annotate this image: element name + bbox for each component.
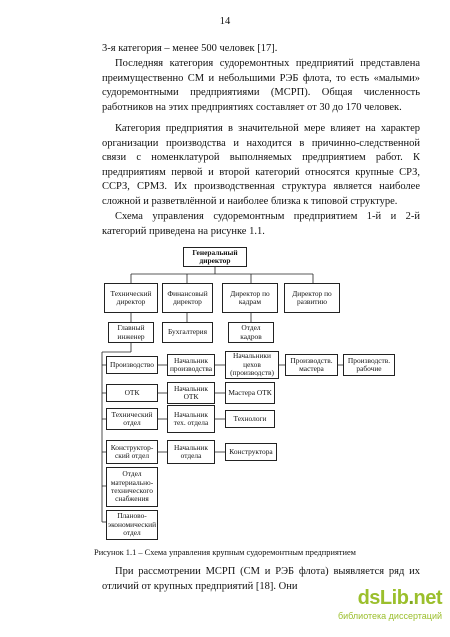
watermark-logo-dot: . <box>408 587 414 609</box>
box-production-workers: Производств. рабочие <box>343 354 395 376</box>
box-head-of-department: Начальник отдела <box>167 440 215 464</box>
box-general-director: Генеральный директор <box>183 247 247 267</box>
box-head-of-production: Начальник производства <box>167 354 215 376</box>
watermark-subtitle: библиотека диссертаций <box>337 611 442 621</box>
box-accounting: Бухгалтерия <box>162 322 213 343</box>
watermark-logo-main: dsLib <box>357 587 409 609</box>
watermark-logo <box>358 587 442 610</box>
box-chief-engineer: Главный инженер <box>108 322 154 343</box>
box-mts-department: Отдел материально-технического снабжения <box>106 467 158 507</box>
box-heads-of-tech-department: Начальник тех. отдела <box>167 405 215 433</box>
box-otk: ОТК <box>106 384 158 402</box>
box-financial-director: Финансовый директор <box>162 283 213 313</box>
box-production: Производство <box>106 356 158 374</box>
box-design-department: Конструктор-ский отдел <box>106 440 158 464</box>
figure-caption: Рисунок 1.1 – Схема управления крупным судоремонтным предприятием <box>94 548 356 557</box>
page-number: 14 <box>219 16 231 27</box>
box-hr-director: Директор по кадрам <box>222 283 278 313</box>
paragraph-text: При рассмотрении МСРП (СМ и РЭБ флота) выявляется ряд их отличий от крупных предприятий [18]. Они <box>102 566 420 592</box>
box-head-of-otk: Начальник ОТК <box>167 382 215 404</box>
box-development-director: Директор по развитию <box>284 283 340 313</box>
box-production-masters: Производств. мастера <box>285 354 338 376</box>
paragraph-text: Схема управления судоремонтным предприятием 1-й и 2-й категорий приведена на рисунке 1.1. <box>102 211 420 237</box>
box-technologists: Технологи <box>225 410 275 428</box>
box-heads-of-workshops: Начальники цехов (производств) <box>225 351 279 379</box>
watermark-logo-tld: net <box>413 587 442 609</box>
box-technical-department: Технический отдел <box>106 408 158 430</box>
box-designers: Конструктора <box>225 443 277 461</box>
box-technical-director: Технический директор <box>104 283 158 313</box>
box-planning-department: Планово-экономический отдел <box>106 510 158 540</box>
watermark <box>322 587 442 627</box>
box-hr-department: Отдел кадров <box>228 322 274 343</box>
box-master-otk: Мастера ОТК <box>225 382 275 404</box>
paragraph-text: Последняя категория судоремонтных предприятий представлена преимущественно СМ и небольшими РЭБ флота, то есть «малыми» судоремонтными предприятиями (МСРП). Общая численность работников на этих предприятиях составляет от 30 до 170 человек. <box>102 58 420 113</box>
paragraph-text: Категория предприятия в значительной мере влияет на характер организации производства и находится в причинно-следственной связи с номенклатурой выполняемых предприятием работ. К предприятиям первой и второй категорий относятся крупные СРЗ, ССРЗ, СРМЗ. Их производственная структура является наиболее сложной и разветвлённой и наиболее близка к типовой структуре. <box>102 123 420 207</box>
paragraph-text: 3-я категория – менее 500 человек [17]. <box>102 43 278 54</box>
